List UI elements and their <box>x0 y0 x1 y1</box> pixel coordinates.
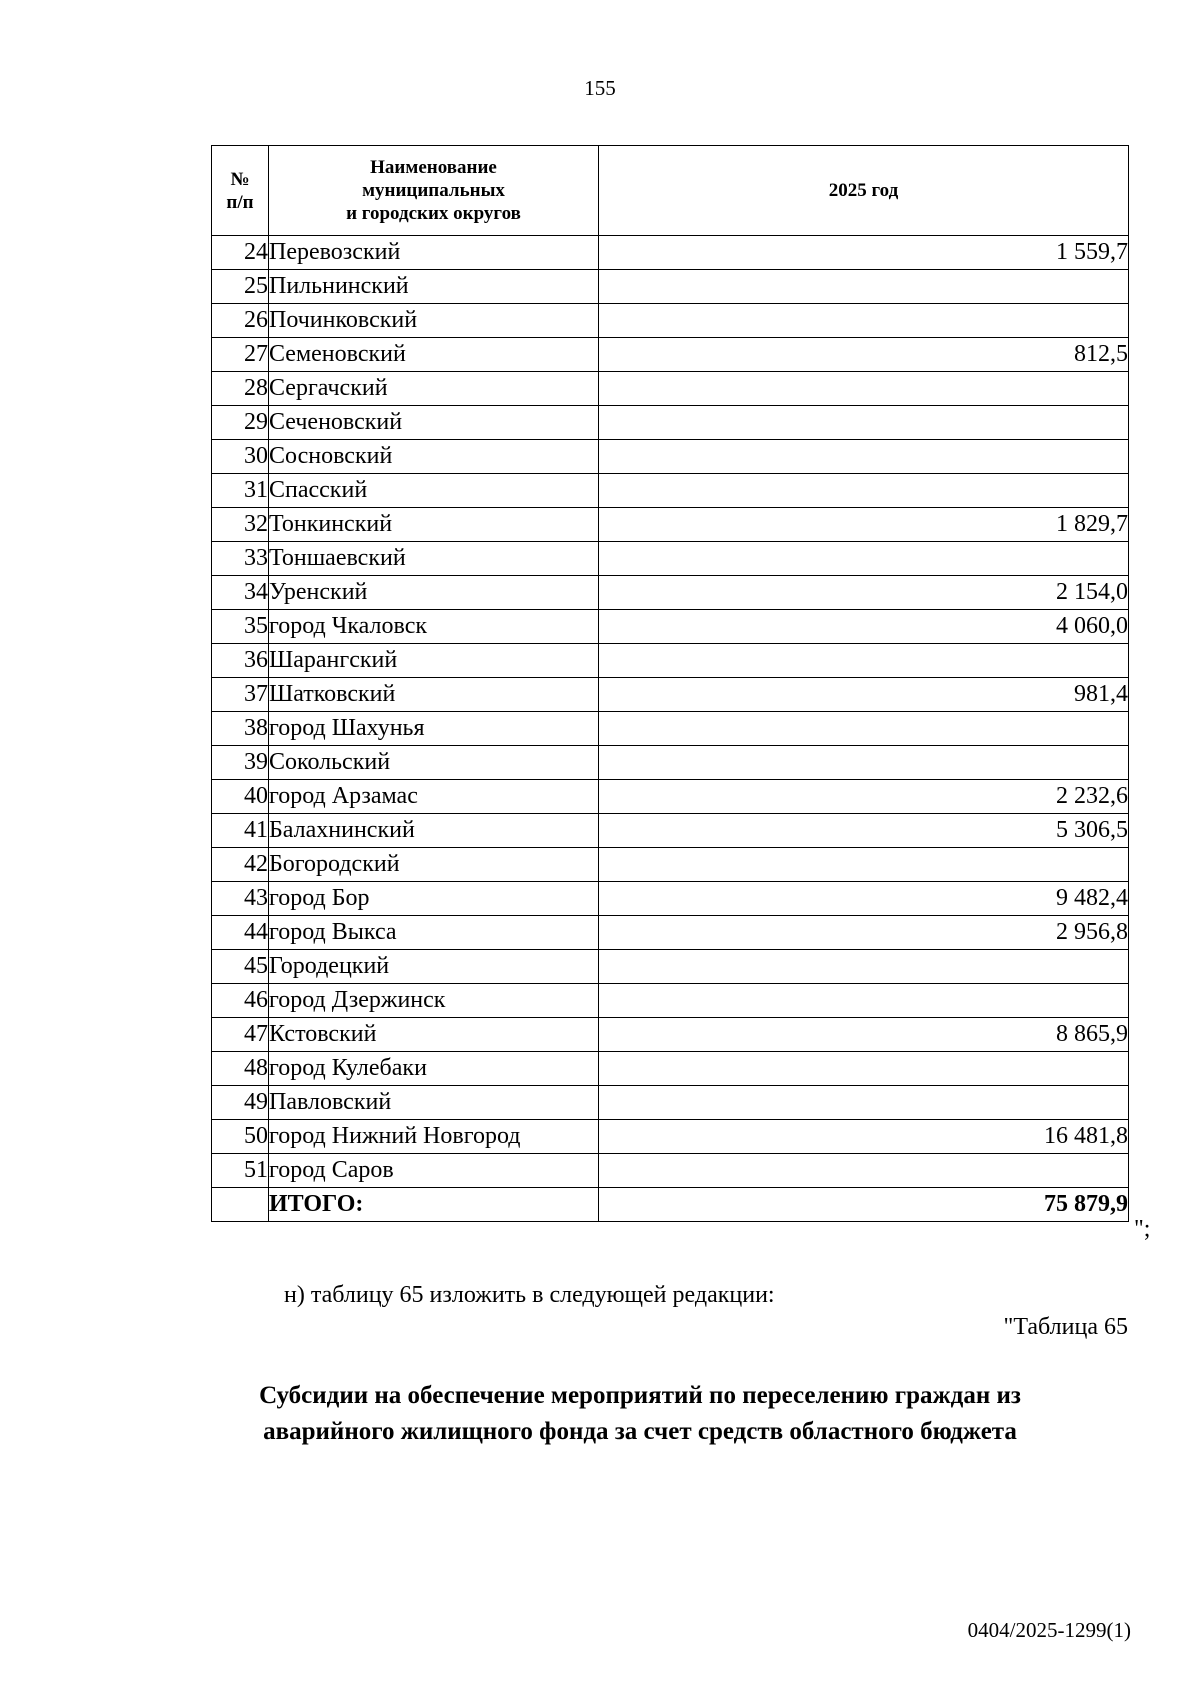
municipality-name: Спасский <box>269 474 599 508</box>
municipality-name: Павловский <box>269 1086 599 1120</box>
row-number: 44 <box>212 916 269 950</box>
table-row <box>212 338 1129 372</box>
municipality-name: город Кулебаки <box>269 1052 599 1086</box>
municipality-name: город Арзамас <box>269 780 599 814</box>
municipality-name: город Саров <box>269 1154 599 1188</box>
subsidy-value: 2 956,8 <box>599 916 1129 950</box>
table-body <box>212 236 1129 1222</box>
row-number: 29 <box>212 406 269 440</box>
row-number: 46 <box>212 984 269 1018</box>
subsidy-value: 812,5 <box>599 338 1129 372</box>
row-number: 24 <box>212 236 269 270</box>
subsidy-value: 1 559,7 <box>599 236 1129 270</box>
municipality-name: Кстовский <box>269 1018 599 1052</box>
subsidy-value <box>599 746 1129 780</box>
subsidy-value <box>599 474 1129 508</box>
row-number: 43 <box>212 882 269 916</box>
header-num-text: № п/п <box>226 168 254 213</box>
table-row <box>212 712 1129 746</box>
header-name <box>269 146 599 236</box>
table-row <box>212 848 1129 882</box>
row-number: 49 <box>212 1086 269 1120</box>
row-number: 41 <box>212 814 269 848</box>
table-row <box>212 576 1129 610</box>
row-number: 34 <box>212 576 269 610</box>
section-title: Субсидии на обеспечение мероприятий по переселению граждан из аварийного жилищного фонда за счет средств областного бюджета <box>259 1382 1021 1445</box>
municipality-name: Пильнинский <box>269 270 599 304</box>
subsidy-value: 8 865,9 <box>599 1018 1129 1052</box>
subsidy-table <box>211 145 1129 1222</box>
row-number: 39 <box>212 746 269 780</box>
municipality-name: Сеченовский <box>269 406 599 440</box>
municipality-name: город Бор <box>269 882 599 916</box>
row-number: 33 <box>212 542 269 576</box>
table-label: "Таблица 65 <box>1003 1314 1128 1340</box>
header-num <box>212 146 269 236</box>
header-name-text: Наименование муниципальных и городских округов <box>346 157 521 224</box>
table-row <box>212 474 1129 508</box>
row-number: 48 <box>212 1052 269 1086</box>
document-code: 0404/2025-1299(1) <box>967 1618 1131 1642</box>
row-number: 25 <box>212 270 269 304</box>
table-row <box>212 882 1129 916</box>
municipality-name: Перевозский <box>269 236 599 270</box>
subsidy-value <box>599 542 1129 576</box>
table-row <box>212 814 1129 848</box>
table-row <box>212 1086 1129 1120</box>
total-label: ИТОГО: <box>269 1188 599 1222</box>
subsidy-value <box>599 270 1129 304</box>
row-number: 38 <box>212 712 269 746</box>
municipality-name: Семеновский <box>269 338 599 372</box>
subsidy-value <box>599 848 1129 882</box>
page-number: 155 <box>584 76 616 100</box>
subsidy-value <box>599 304 1129 338</box>
header-year-text: 2025 год <box>828 180 899 201</box>
table-row <box>212 440 1129 474</box>
table-row <box>212 746 1129 780</box>
closing-quote-mark: "; <box>1134 1216 1151 1242</box>
table-row <box>212 644 1129 678</box>
table-row <box>212 1052 1129 1086</box>
municipality-name: город Дзержинск <box>269 984 599 1018</box>
table-row <box>212 780 1129 814</box>
row-number: 26 <box>212 304 269 338</box>
row-number: 51 <box>212 1154 269 1188</box>
municipality-name: Сокольский <box>269 746 599 780</box>
subsidy-value <box>599 372 1129 406</box>
row-number: 27 <box>212 338 269 372</box>
municipality-name: Тоншаевский <box>269 542 599 576</box>
table-row <box>212 542 1129 576</box>
table-row <box>212 984 1129 1018</box>
subsidy-value: 981,4 <box>599 678 1129 712</box>
table-row <box>212 678 1129 712</box>
row-number: 47 <box>212 1018 269 1052</box>
municipality-name: Шарангский <box>269 644 599 678</box>
municipality-name: Тонкинский <box>269 508 599 542</box>
table-row <box>212 372 1129 406</box>
row-number: 31 <box>212 474 269 508</box>
subsidy-value <box>599 406 1129 440</box>
table-header-row <box>212 146 1129 236</box>
subsidy-value <box>599 950 1129 984</box>
row-number: 37 <box>212 678 269 712</box>
subsidy-value: 9 482,4 <box>599 882 1129 916</box>
row-number: 32 <box>212 508 269 542</box>
table-row <box>212 304 1129 338</box>
table-row <box>212 916 1129 950</box>
municipality-name: Балахнинский <box>269 814 599 848</box>
total-row <box>212 1188 1129 1222</box>
subsidy-value: 2 154,0 <box>599 576 1129 610</box>
total-empty-cell <box>212 1188 269 1222</box>
municipality-name: Починковский <box>269 304 599 338</box>
municipality-name: город Шахунья <box>269 712 599 746</box>
subsidy-value <box>599 1086 1129 1120</box>
row-number: 35 <box>212 610 269 644</box>
row-number: 42 <box>212 848 269 882</box>
municipality-name: Шатковский <box>269 678 599 712</box>
row-number: 50 <box>212 1120 269 1154</box>
table-row <box>212 610 1129 644</box>
table-row <box>212 406 1129 440</box>
municipality-name: город Нижний Новгород <box>269 1120 599 1154</box>
subsidy-value: 5 306,5 <box>599 814 1129 848</box>
subsidy-value <box>599 984 1129 1018</box>
table-row <box>212 270 1129 304</box>
subsidy-value <box>599 644 1129 678</box>
amendment-instruction: н) таблицу 65 изложить в следующей редакции: <box>284 1282 775 1308</box>
subsidy-value <box>599 712 1129 746</box>
table-row <box>212 1120 1129 1154</box>
row-number: 36 <box>212 644 269 678</box>
municipality-name: город Выкса <box>269 916 599 950</box>
municipality-name: Уренский <box>269 576 599 610</box>
subsidy-value: 16 481,8 <box>599 1120 1129 1154</box>
subsidy-value <box>599 1052 1129 1086</box>
municipality-name: Богородский <box>269 848 599 882</box>
header-year <box>599 146 1129 236</box>
table-row <box>212 1154 1129 1188</box>
table-row <box>212 236 1129 270</box>
total-value: 75 879,9 <box>599 1188 1129 1222</box>
subsidy-value: 2 232,6 <box>599 780 1129 814</box>
municipality-name: Сергачский <box>269 372 599 406</box>
subsidy-value <box>599 440 1129 474</box>
subsidy-value: 4 060,0 <box>599 610 1129 644</box>
subsidy-value <box>599 1154 1129 1188</box>
table-row <box>212 1018 1129 1052</box>
table-row <box>212 508 1129 542</box>
row-number: 30 <box>212 440 269 474</box>
row-number: 28 <box>212 372 269 406</box>
municipality-name: Городецкий <box>269 950 599 984</box>
row-number: 40 <box>212 780 269 814</box>
municipality-name: Сосновский <box>269 440 599 474</box>
row-number: 45 <box>212 950 269 984</box>
table-row <box>212 950 1129 984</box>
municipality-name: город Чкаловск <box>269 610 599 644</box>
subsidy-value: 1 829,7 <box>599 508 1129 542</box>
